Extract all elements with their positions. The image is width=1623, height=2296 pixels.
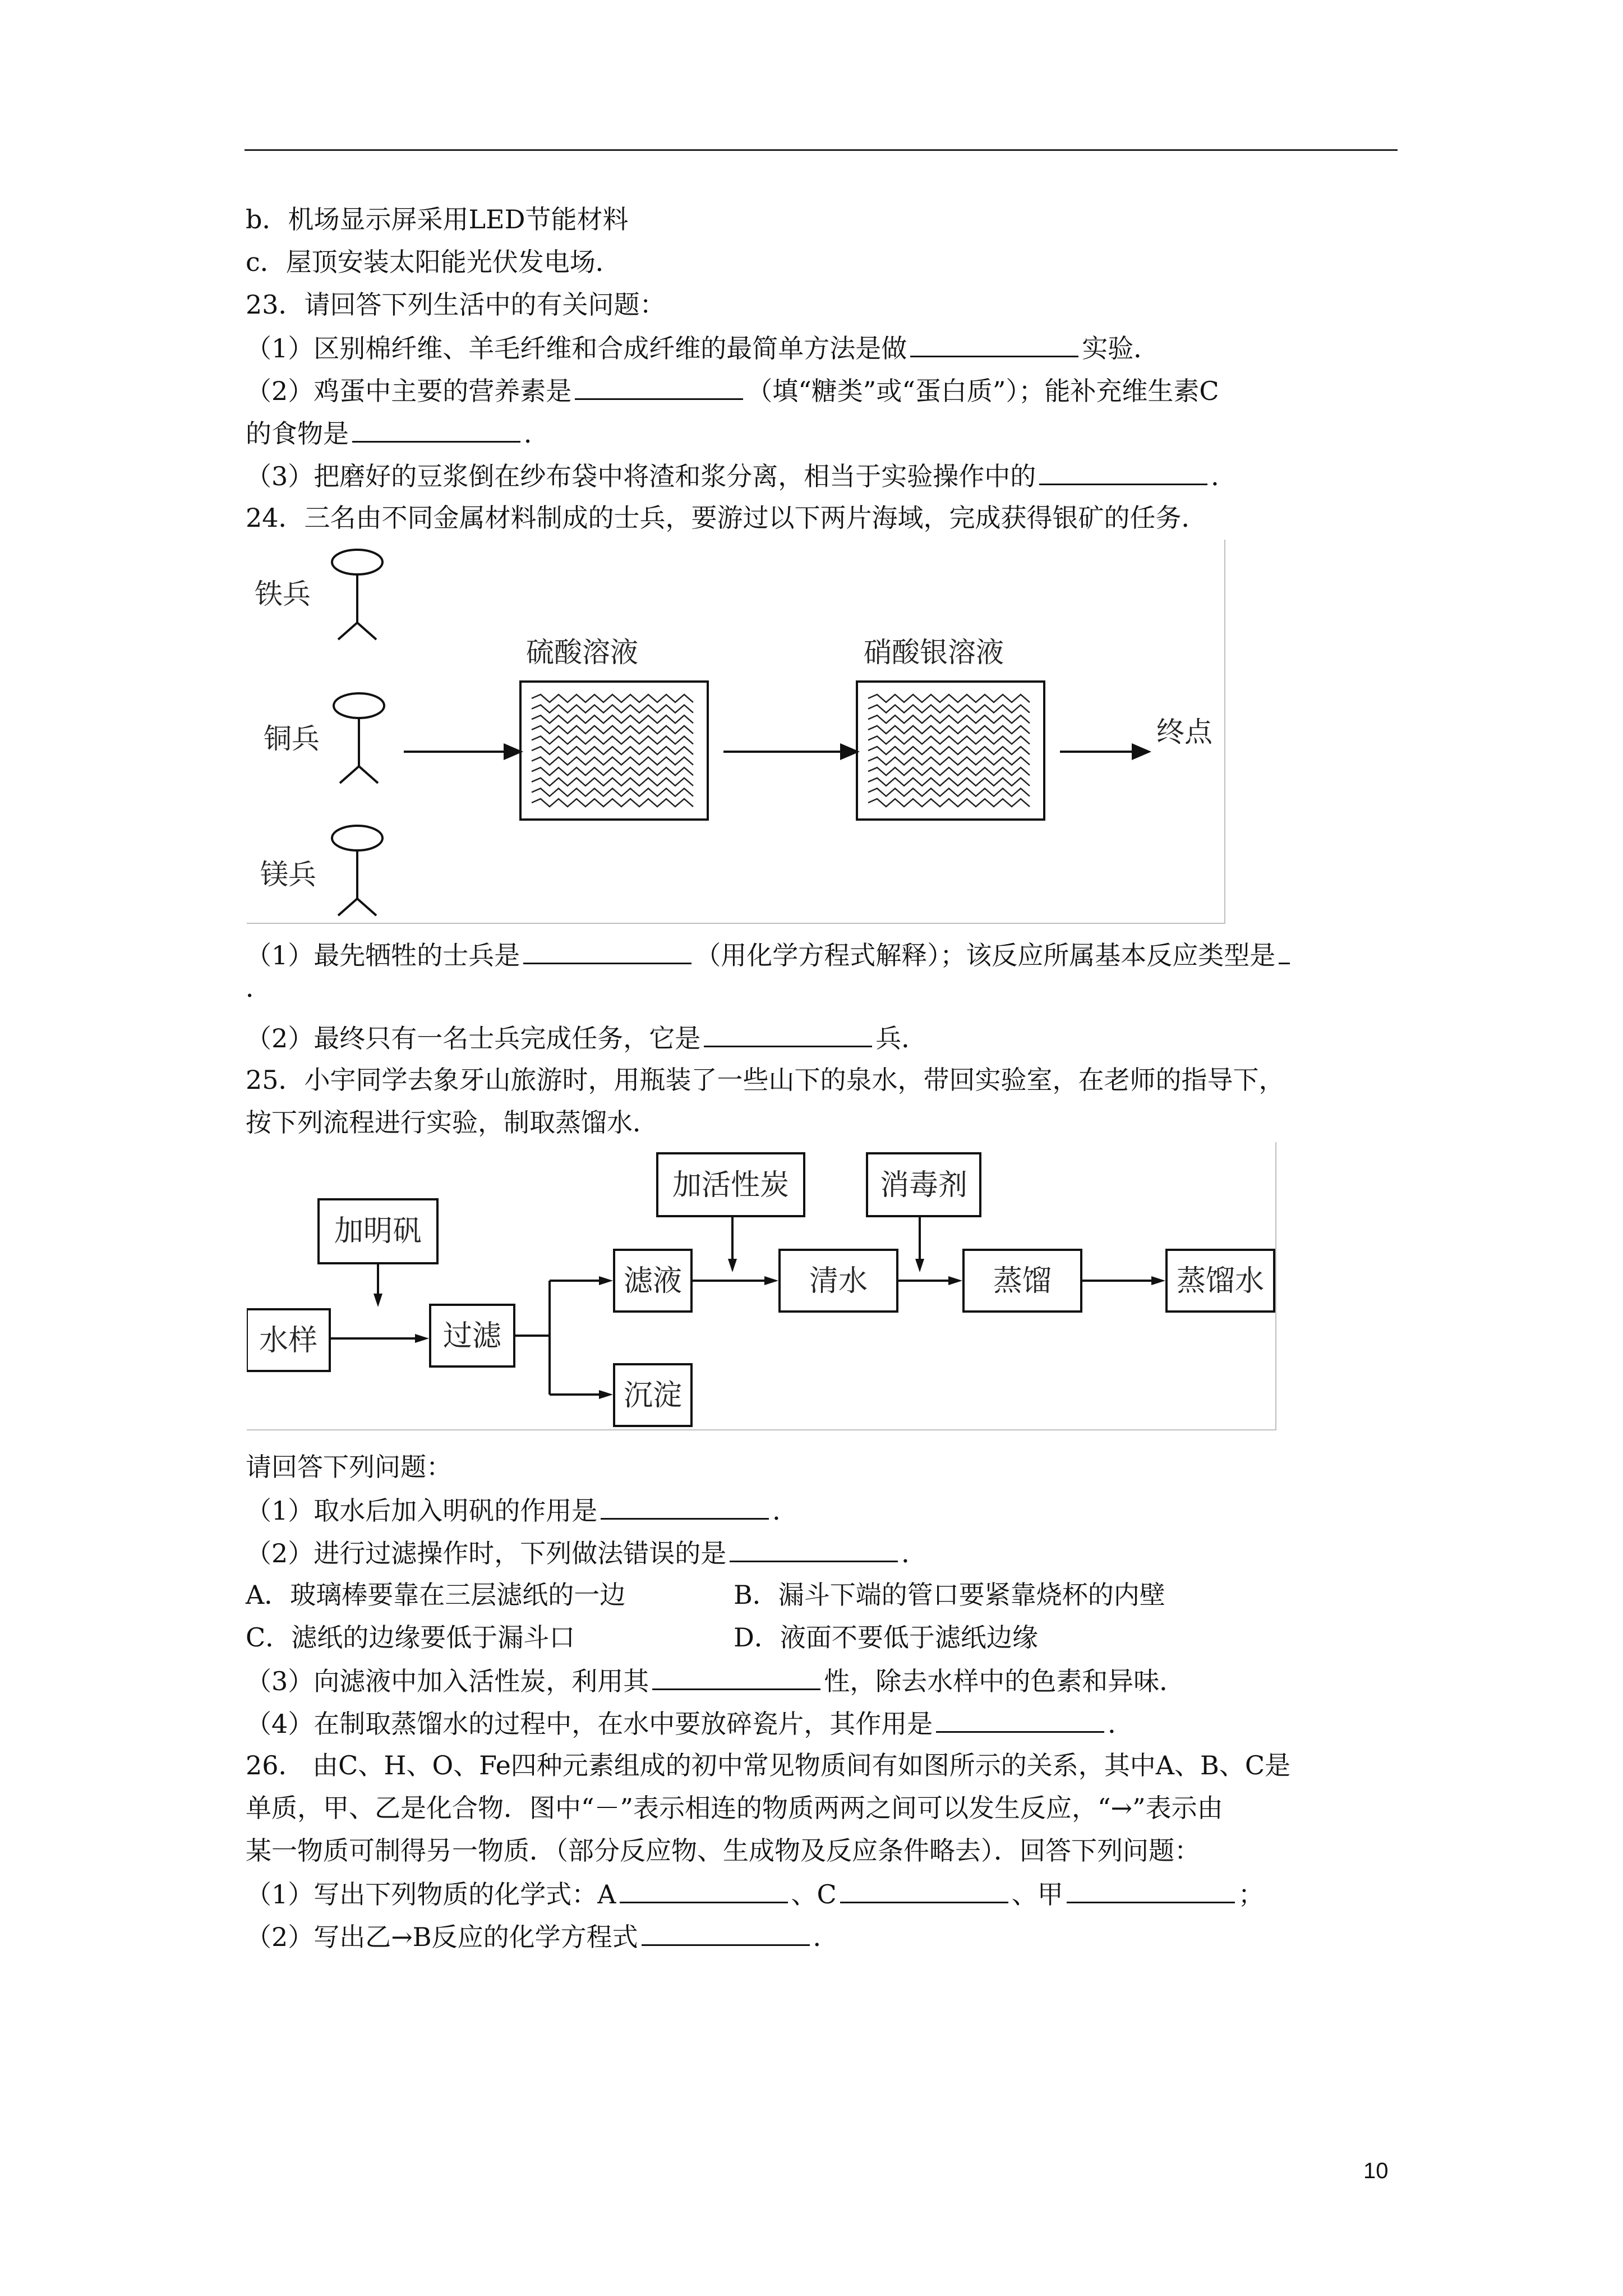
sea2-label: 硝酸银溶液 xyxy=(864,636,1004,669)
question-24-title: 24．三名由不同金属材料制成的士兵，要游过以下两片海域，完成获得银矿的任务． xyxy=(246,503,1207,533)
option-c-line: c．屋顶安装太阳能光伏发电场． xyxy=(246,247,621,277)
answer-blank[interactable] xyxy=(704,1020,872,1047)
answer-blank[interactable] xyxy=(601,1492,769,1520)
answer-blank[interactable] xyxy=(620,1876,788,1903)
soldiers-figure xyxy=(247,540,1225,924)
sample-label: 水样 xyxy=(259,1324,318,1358)
question-25-title: 25．小宇同学去象牙山旅游时，用瓶装了一些山下的泉水，带回实验室，在老师的指导下， xyxy=(246,1065,1285,1095)
filtrate-label: 滤液 xyxy=(623,1264,683,1298)
choice-a[interactable]: A．玻璃棒要靠在三层滤纸的一边 xyxy=(246,1580,626,1610)
soldier-label-copper: 铜兵 xyxy=(264,723,320,755)
answer-blank[interactable] xyxy=(1039,458,1207,485)
question-23-part-1: （1）区别棉纤维、羊毛纤维和合成纤维的最简单方法是做 实验． xyxy=(246,330,1159,366)
choice-d[interactable]: D．液面不要低于滤纸边缘 xyxy=(734,1622,1038,1653)
answer-blank[interactable] xyxy=(910,330,1078,357)
answer-blank[interactable] xyxy=(642,1918,810,1946)
soldier-label-iron: 铁兵 xyxy=(255,578,311,610)
question-26-title: 26． 由C、H、O、Fe四种元素组成的初中常见物质间有如图所示的关系，其中A、B、C是 xyxy=(246,1750,1291,1780)
choice-b[interactable]: B．漏斗下端的管口要紧靠烧杯的内壁 xyxy=(734,1580,1165,1610)
question-23-part-2-cont: 的食物是 ． xyxy=(246,415,550,451)
clear-water-label: 清水 xyxy=(809,1264,868,1298)
distilled-water-label: 蒸馏水 xyxy=(1176,1264,1265,1298)
question-25-title-cont: 按下列流程进行实验，制取蒸馏水． xyxy=(246,1107,658,1138)
option-b-line: b．机场显示屏采用LED节能材料 xyxy=(246,204,629,234)
flowchart-figure xyxy=(247,1142,1276,1430)
page-number: 10 xyxy=(1363,2159,1389,2183)
answer-blank[interactable] xyxy=(936,1705,1104,1733)
filter-label: 过滤 xyxy=(442,1319,502,1353)
end-label: 终点 xyxy=(1156,716,1212,748)
question-25-part-3: （3）向滤液中加入活性炭，利用其 性，除去水样中的色素和异味． xyxy=(246,1663,1185,1699)
question-23-part-3: （3）把磨好的豆浆倒在纱布袋中将渣和浆分离，相当于实验操作中的 ． xyxy=(246,458,1237,494)
question-24-part-1-end: ． xyxy=(246,973,271,1003)
question-26-part-1: （1）写出下列物质的化学式：A 、C 、甲 ； xyxy=(246,1876,1264,1912)
sea1-label: 硫酸溶液 xyxy=(526,636,638,669)
answer-blank[interactable] xyxy=(1067,1876,1235,1903)
distill-label: 蒸馏 xyxy=(993,1264,1052,1298)
answer-blank[interactable] xyxy=(730,1535,898,1562)
question-26-title-cont: 单质，甲、乙是化合物．图中“－”表示相连的物质两两之间可以发生反应，“→”表示由 xyxy=(246,1793,1223,1823)
answer-blank[interactable] xyxy=(652,1663,820,1690)
question-23-part-2: （2）鸡蛋中主要的营养素是 （填“糖类”或“蛋白质”）；能补充维生素C xyxy=(246,372,1219,408)
answer-blank[interactable] xyxy=(352,415,520,443)
question-25-part-1: （1）取水后加入明矾的作用是 ． xyxy=(246,1492,798,1528)
disinfectant-label: 消毒剂 xyxy=(879,1168,968,1202)
answer-blank[interactable] xyxy=(523,937,691,964)
question-24-part-2: （2）最终只有一名士兵完成任务，它是 兵． xyxy=(246,1020,927,1056)
precipitate-label: 沉淀 xyxy=(623,1379,683,1412)
question-23-title: 23．请回答下列生活中的有关问题： xyxy=(246,289,666,320)
question-25-ask: 请回答下列问题： xyxy=(246,1452,452,1482)
answer-blank[interactable] xyxy=(840,1876,1008,1903)
soldier-label-magnesium: 镁兵 xyxy=(260,858,316,891)
answer-blank[interactable] xyxy=(575,372,743,400)
question-25-part-4: （4）在制取蒸馏水的过程中，在水中要放碎瓷片，其作用是 ． xyxy=(246,1705,1133,1741)
question-26-title-cont2: 某一物质可制得另一物质．（部分反应物、生成物及反应条件略去）．回答下列问题： xyxy=(246,1835,1200,1866)
question-24-part-1: （1）最先牺牲的士兵是 （用化学方程式解释）；该反应所属基本反应类型是 xyxy=(246,937,1293,973)
answer-blank[interactable] xyxy=(1279,937,1290,964)
alum-label: 加明矾 xyxy=(334,1214,422,1248)
header-rule xyxy=(245,149,1398,151)
carbon-label: 加活性炭 xyxy=(672,1168,790,1202)
question-25-part-2: （2）进行过滤操作时，下列做法错误的是 ． xyxy=(246,1535,927,1571)
choice-c[interactable]: C．滤纸的边缘要低于漏斗口 xyxy=(246,1622,575,1653)
question-26-part-2: （2）写出乙→B反应的化学方程式 ． xyxy=(246,1918,839,1954)
